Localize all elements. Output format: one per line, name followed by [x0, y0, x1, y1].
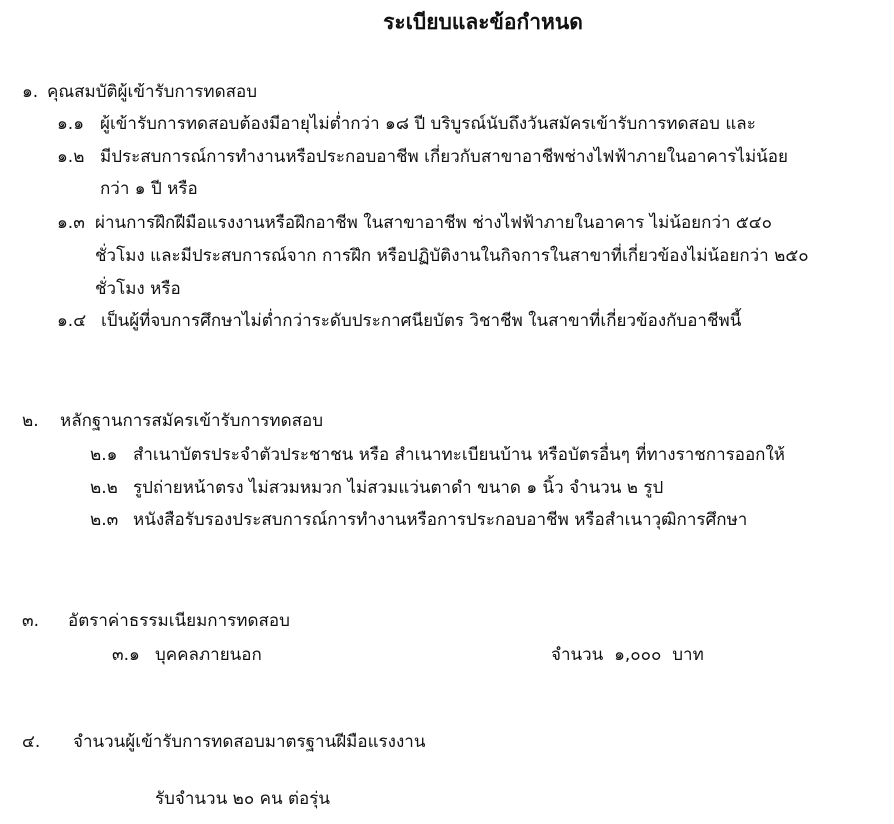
section-4-number: ๔.: [22, 732, 41, 752]
section-1-number: ๑.: [22, 82, 39, 102]
item-1-1-number: ๑.๑: [57, 114, 84, 134]
item-3-1-label: บุคคลภายนอก: [155, 645, 262, 665]
item-3-1-amount: จำนวน ๑,๐๐๐ บาท: [551, 645, 704, 665]
section-2-number: ๒.: [22, 411, 39, 431]
item-1-3-text-cont: ชั่วโมง และมีประสบการณ์จาก การฝึก หรือปฏิบัติงานในกิจการในสาขาที่เกี่ยวข้องไม่น้อยกว่า ๒๕๐: [95, 246, 809, 266]
item-1-3-text-cont: ชั่วโมง หรือ: [95, 279, 181, 299]
item-2-1-text: สำเนาบัตรประจำตัวประชาชน หรือ สำเนาทะเบียนบ้าน หรือบัตรอื่นๆ ที่ทางราชการออกให้: [133, 445, 785, 465]
item-1-2-number: ๑.๒: [57, 147, 85, 167]
item-3-1-number: ๓.๑: [112, 645, 140, 665]
section-1-heading: คุณสมบัติผู้เข้ารับการทดสอบ: [47, 82, 258, 102]
capacity-note: รับจำนวน ๒๐ คน ต่อรุ่น: [155, 789, 331, 809]
section-2-heading: หลักฐานการสมัครเข้ารับการทดสอบ: [60, 411, 324, 431]
item-2-2-number: ๒.๒: [90, 478, 118, 498]
item-1-4-number: ๑.๔: [57, 311, 87, 331]
item-2-3-number: ๒.๓: [90, 510, 119, 530]
item-1-2-text: มีประสบการณ์การทำงานหรือประกอบอาชีพ เกี่ยวกับสาขาอาชีพช่างไฟฟ้าภายในอาคารไม่น้อย: [100, 147, 788, 167]
item-1-3-number: ๑.๓: [57, 213, 85, 233]
item-1-3-text: ผ่านการฝึกฝีมือแรงงานหรือฝึกอาชีพ ในสาขาอาชีพ ช่างไฟฟ้าภายในอาคาร ไม่น้อยกว่า ๕๔๐: [95, 213, 773, 233]
item-2-1-number: ๒.๑: [90, 445, 118, 465]
item-2-2-text: รูปถ่ายหน้าตรง ไม่สวมหมวก ไม่สวมแว่นตาดำ ขนาด ๑ นิ้ว จำนวน ๒ รูป: [133, 478, 664, 498]
section-3-heading: อัตราค่าธรรมเนียมการทดสอบ: [68, 611, 290, 631]
section-3-number: ๓.: [22, 611, 40, 631]
page-title: ระเบียบและข้อกำหนด: [383, 10, 583, 34]
item-1-1-text: ผู้เข้ารับการทดสอบต้องมีอายุไม่ต่ำกว่า ๑๘ ปี บริบูรณ์นับถึงวันสมัครเข้ารับการทดสอบ และ: [100, 114, 756, 134]
section-4-heading: จำนวนผู้เข้ารับการทดสอบมาตรฐานฝีมือแรงงาน: [73, 732, 426, 752]
item-1-2-text-cont: กว่า ๑ ปี หรือ: [100, 179, 198, 199]
item-2-3-text: หนังสือรับรองประสบการณ์การทำงานหรือการประกอบอาชีพ หรือสำเนาวุฒิการศึกษา: [133, 510, 748, 530]
item-1-4-text: เป็นผู้ที่จบการศึกษาไม่ต่ำกว่าระดับประกาศนียบัตร วิชาชีพ ในสาขาที่เกี่ยวข้องกับอาชีพนี้: [101, 311, 742, 331]
